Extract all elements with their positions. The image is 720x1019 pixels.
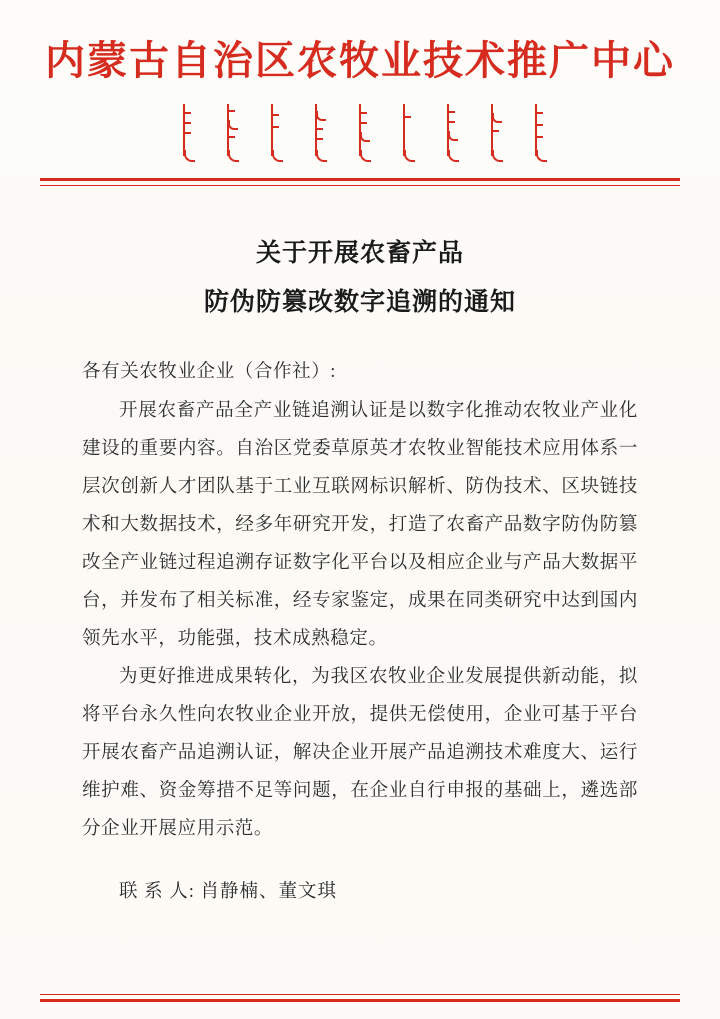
document-title-line-2: 防伪防篡改数字追溯的通知: [203, 288, 516, 316]
document-body: [82, 354, 638, 913]
mongolian-word: [351, 102, 369, 160]
header-divider-thick: [40, 178, 680, 181]
letterhead: [0, 0, 720, 186]
footer-divider-thin: [40, 994, 680, 995]
mongolian-word: [395, 102, 413, 160]
document-title-line-1: 关于开展农畜产品: [255, 240, 464, 267]
salutation: 各有关农牧业企业（合作社）:: [82, 361, 337, 382]
mongolian-word: [483, 102, 501, 160]
contact-line: 联 系 人: 肖静楠、董文琪: [119, 882, 338, 903]
body-paragraph: 为更好推进成果转化，为我区农牧业企业发展提供新动能，拟将平台永久性向农牧业企业开放，提供无偿使用，企业可基于平台开展农畜产品追溯认证，解决企业开展产品追溯技术难度大、运行维护难、资金筹措不足等问题，在企业自行申报的基础上，遴选部分企业开展应用示范。: [82, 666, 638, 839]
mongolian-word: [307, 102, 325, 160]
mongolian-script-line: [0, 102, 720, 164]
body-paragraph: 开展农畜产品全产业链追溯认证是以数字化推动农牧业产业化建设的重要内容。自治区党委草原英才农牧业智能技术应用体系一层次创新人才团队基于工业互联网标识解析、防伪技术、区块链技术和大数据技术，经多年研究开发，打造了农畜产品数字防伪防篡改全产业链过程追溯存证数字化平台以及相应企业与产品大数据平台，并发布了相关标准，经专家鉴定，成果在同类研究中达到国内领先水平，功能强，技术成熟稳定。: [82, 401, 638, 649]
footer-divider-thick: [40, 999, 680, 1002]
mongolian-word: [527, 102, 545, 160]
document-title: [0, 230, 720, 328]
mongolian-word: [439, 102, 457, 160]
mongolian-word: [263, 102, 281, 160]
mongolian-word: [219, 102, 237, 160]
header-divider-thin: [40, 185, 680, 186]
mongolian-word: [175, 102, 193, 160]
organization-title: 内蒙古自治区农牧业技术推广中心: [45, 38, 675, 83]
